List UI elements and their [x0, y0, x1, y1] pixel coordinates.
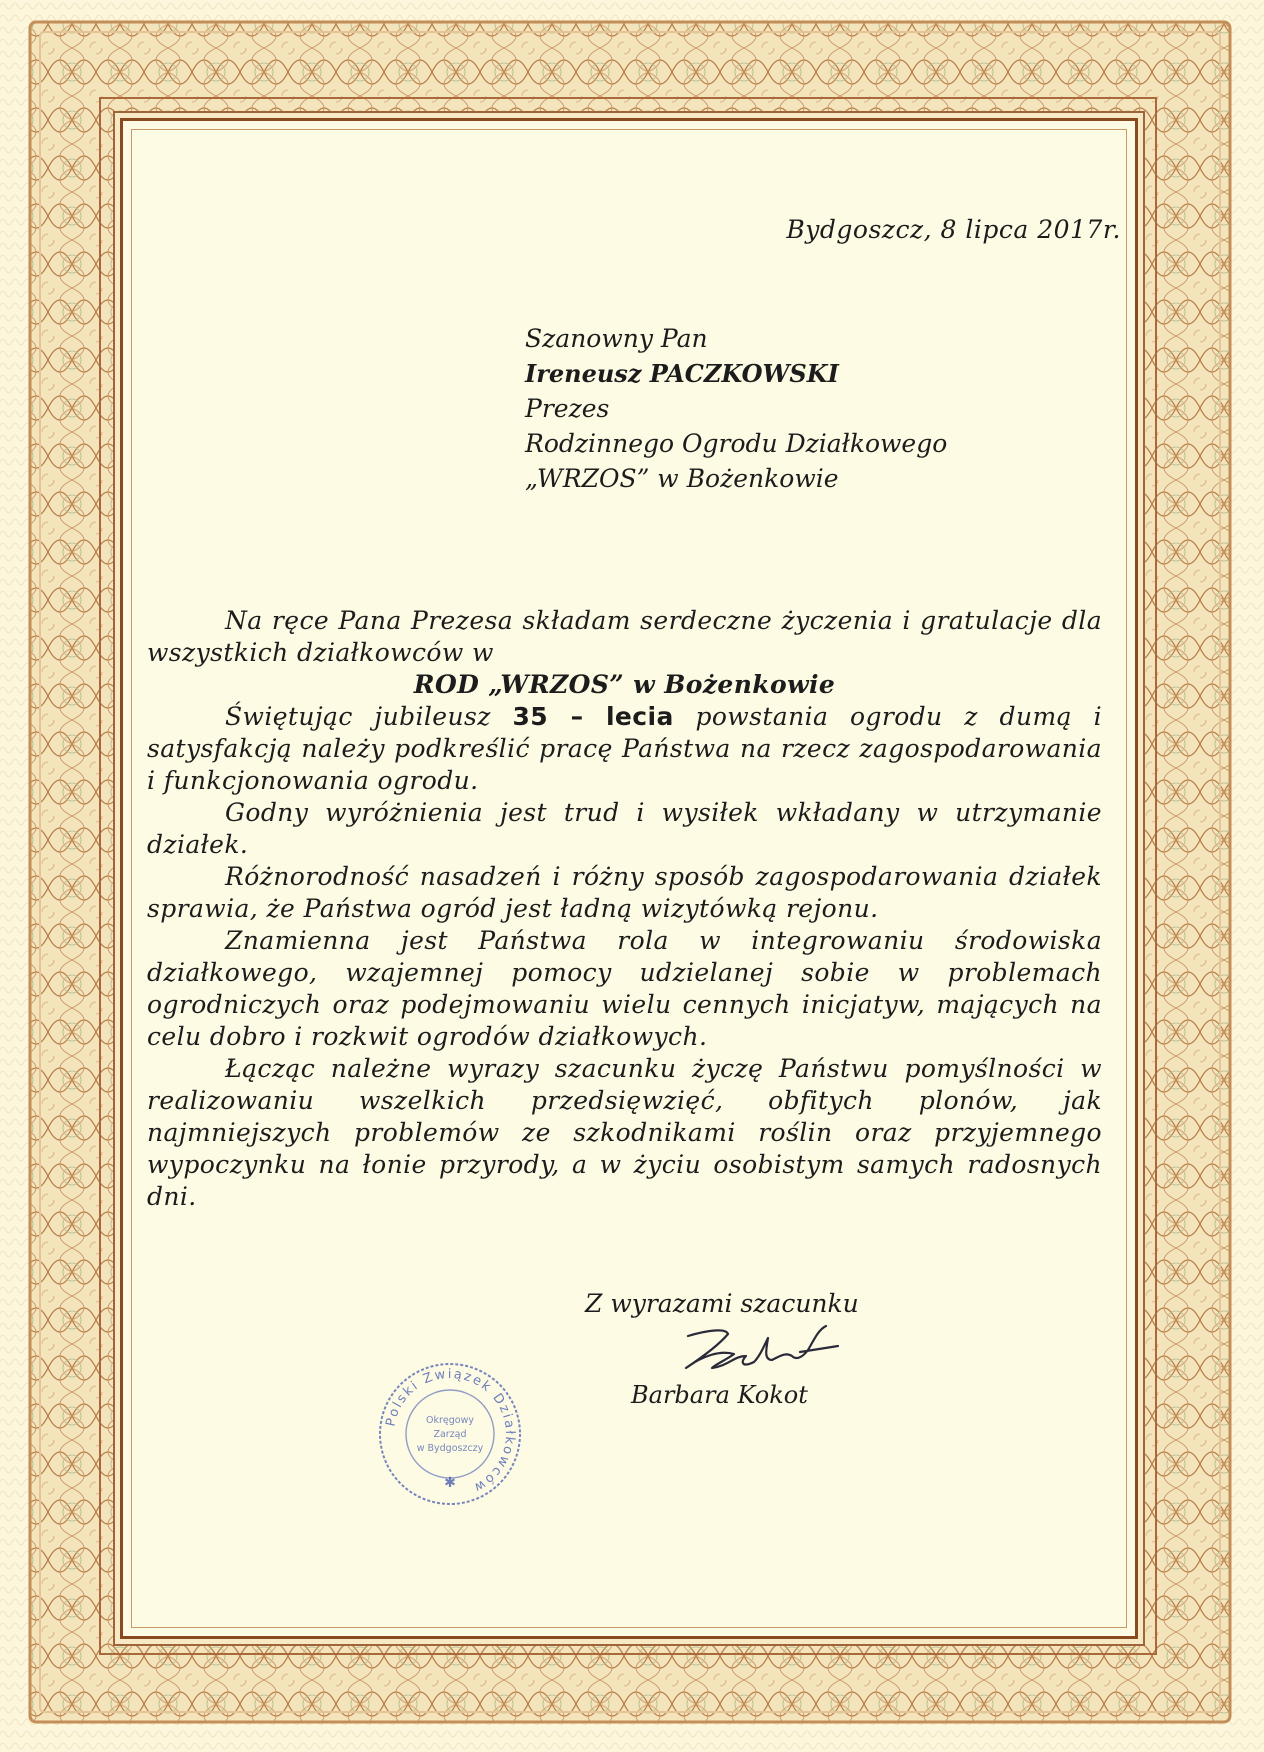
- salutation: Szanowny Pan: [525, 324, 708, 353]
- addressee-name: Ireneusz PACZKOWSKI: [525, 359, 839, 388]
- addressee-block: [525, 321, 947, 496]
- paragraph-6: Łącząc należne wyrazy szacunku życzę Państwu pomyślności w realizowaniu wszelkich przedsięwzięć, obfitych plonów, jak najmniejszych problemów ze szkodnikami roślin oraz przyjemnego wypoczynku na łonie przyrody, a w życiu osobistym samych radosnych dni.: [147, 1054, 1102, 1211]
- stamp-line-2: Zarząd: [433, 1429, 467, 1440]
- letter-panel: [120, 118, 1138, 1639]
- jubilee-number: 35: [512, 702, 549, 731]
- jubilee-word: lecia: [605, 702, 674, 731]
- paragraph-2-end: powstania ogrodu z dumą i satysfakcją należy podkreślić pracę Państwa na rzecz zagospodarowania i funkcjonowania ogrodu.: [147, 702, 1102, 795]
- letter-body: [147, 605, 1102, 1213]
- stamp-ring-text: Polski Związek Działkowców: [383, 1366, 518, 1496]
- paragraph-3: Godny wyróżnienia jest trud i wysiłek wkładany w utrzymanie działek.: [147, 798, 1102, 859]
- stamp-star-icon: ✱: [444, 1475, 456, 1491]
- paragraph-1: Na ręce Pana Prezesa składam serdeczne życzenia i gratulacje dla wszystkich działkowców w: [147, 606, 1102, 667]
- addressee-position: Prezes: [525, 394, 610, 423]
- stamp-line-3: w Bydgoszczy: [416, 1443, 484, 1454]
- stamp-line-1: Okręgowy: [426, 1415, 474, 1426]
- rod-name-line: ROD „WRZOS” w Bożenkowie: [413, 670, 836, 699]
- addressee-location: „WRZOS” w Bożenkowie: [525, 464, 839, 493]
- paragraph-2: [147, 701, 1102, 797]
- paragraph-4: Różnorodność nasadzeń i różny sposób zagospodarowania działek sprawia, że Państwa ogród jest ładną wizytówką rejonu.: [147, 862, 1102, 923]
- paragraph-5: Znamienna jest Państwa rola w integrowaniu środowiska działkowego, wzajemnej pomocy udzielanej sobie w problemach ogrodniczych oraz podejmowaniu wielu cennych inicjatyw, mających na celu dobro i rozkwit ogrodów działkowych.: [147, 926, 1102, 1051]
- official-stamp: [375, 1359, 525, 1509]
- paragraph-2-start: Świętując jubileusz: [225, 702, 513, 731]
- signer-name: Barbara Kokot: [631, 1381, 808, 1409]
- svg-text:Polski Związek Działkowców: [383, 1367, 517, 1496]
- addressee-organization: Rodzinnego Ogrodu Działkowego: [525, 429, 948, 458]
- letter-date: Bydgoszcz, 8 lipca 2017r.: [786, 215, 1121, 244]
- handwritten-signature: [668, 1316, 848, 1386]
- closing-phrase: Z wyrazami szacunku: [585, 1289, 859, 1318]
- jubilee-dash: –: [548, 702, 606, 731]
